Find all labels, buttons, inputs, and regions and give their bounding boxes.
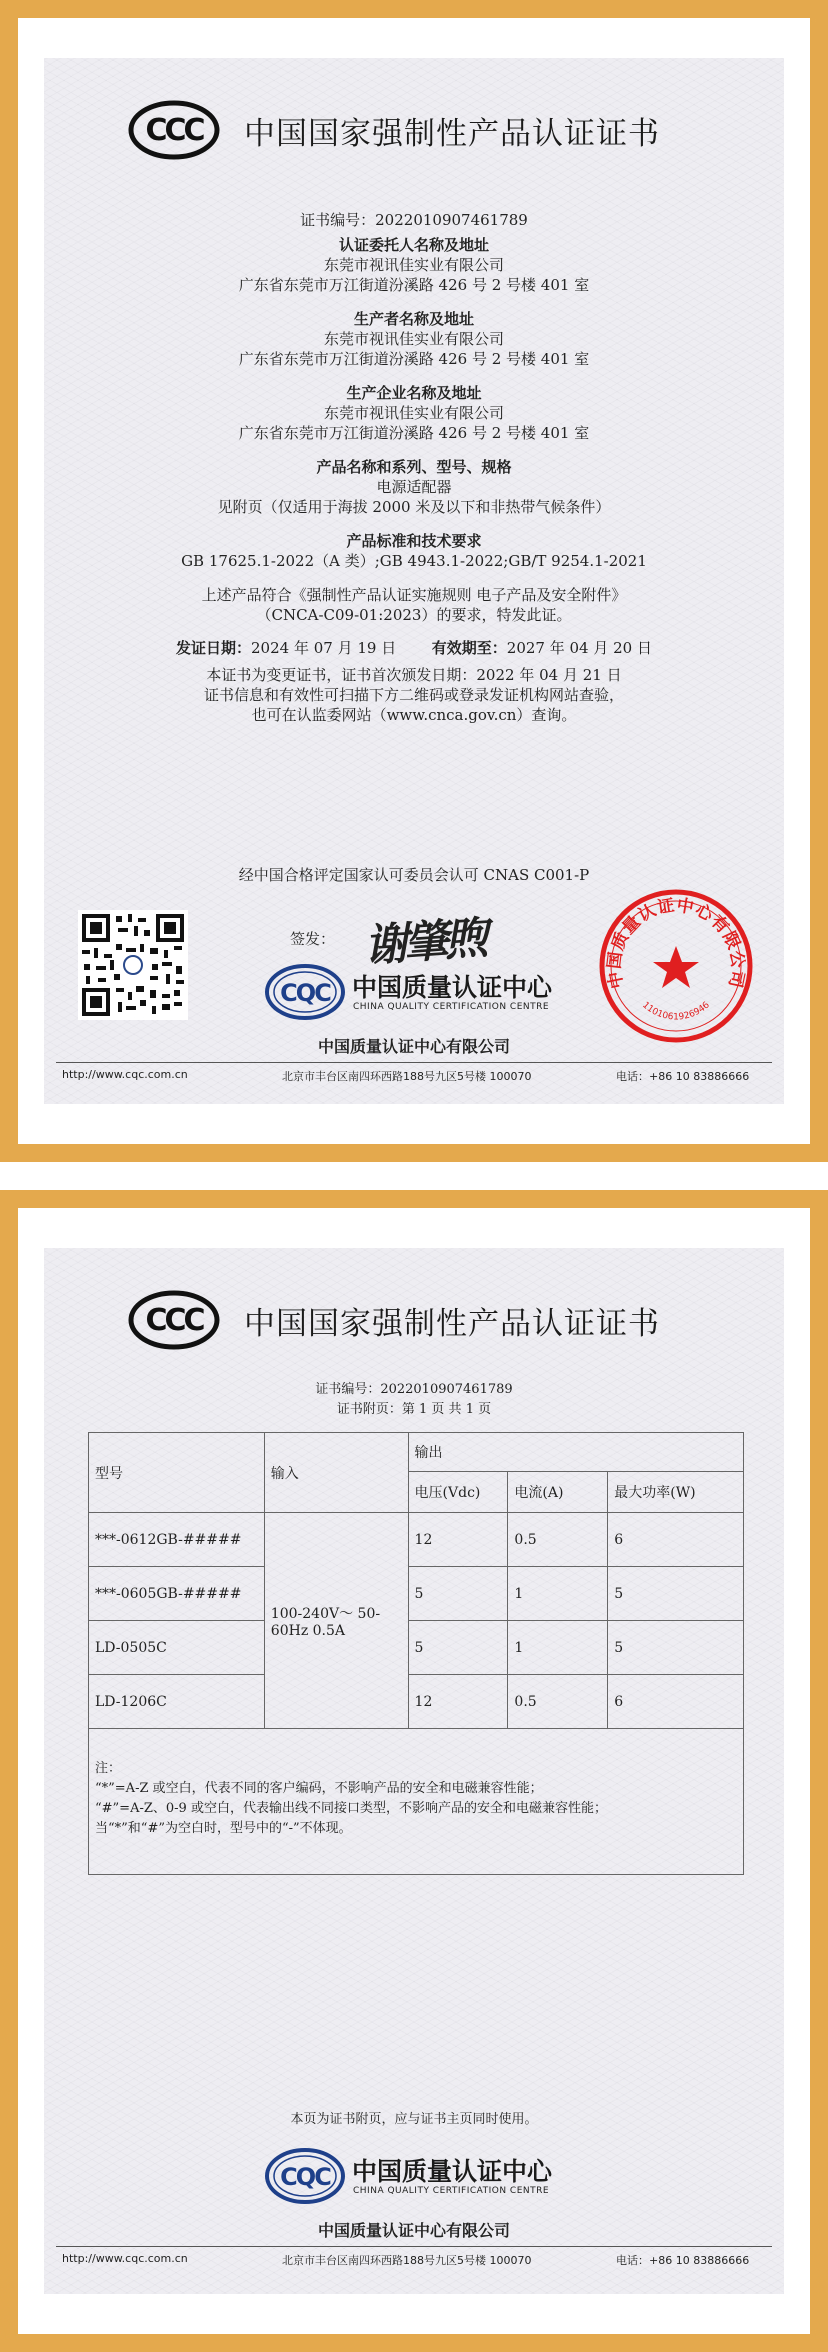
current-cell: 0.5 bbox=[508, 1513, 608, 1567]
header-power: 最大功率(W) bbox=[608, 1472, 744, 1513]
power-cell: 6 bbox=[608, 1513, 744, 1567]
cqc-name-en: CHINA QUALITY CERTIFICATION CENTRE bbox=[353, 1002, 550, 1012]
svg-text:CCC: CCC bbox=[145, 113, 203, 148]
table-row bbox=[89, 1513, 744, 1567]
voltage-cell: 12 bbox=[408, 1675, 508, 1729]
standards-list: GB 17625.1-2022（A 类）;GB 4943.1-2022;GB/T 9254.1-2021 bbox=[181, 552, 647, 570]
certificate-title: 中国国家强制性产品认证证书 bbox=[244, 116, 660, 152]
certificate-page-2 bbox=[0, 1190, 828, 2352]
product-note: 见附页（仅适用于海拔 2000 米及以下和非热带气候条件） bbox=[217, 498, 611, 516]
conformity-line-2: （CNCA-C09-01:2023）的要求，特发此证。 bbox=[256, 606, 572, 624]
cert-number: 证书编号：2022010907461789 bbox=[300, 211, 528, 229]
cqc-logo-icon bbox=[264, 962, 346, 1022]
current-cell: 1 bbox=[508, 1621, 608, 1675]
header-voltage: 电压(Vdc) bbox=[408, 1472, 508, 1513]
note-line-1: “*”=A-Z 或空白，代表不同的客户编码，不影响产品的安全和电磁兼容性能； bbox=[95, 1781, 543, 1796]
product-name: 电源适配器 bbox=[376, 478, 452, 496]
cqc-name-cn: 中国质量认证中心 bbox=[352, 2157, 553, 2186]
table-row bbox=[89, 1567, 744, 1621]
note-line-2: “#”=A-Z、0-9 或空白，代表输出线不同接口类型，不影响产品的安全和电磁兼容性能； bbox=[95, 1801, 607, 1816]
header-current: 电流(A) bbox=[508, 1472, 608, 1513]
applicant-heading: 认证委托人名称及地址 bbox=[338, 236, 489, 254]
phone: 电话：+86 10 83886666 bbox=[616, 1070, 750, 1083]
table-row bbox=[89, 1675, 744, 1729]
certificate-paper bbox=[44, 58, 784, 1104]
qr-code-icon bbox=[78, 910, 188, 1020]
power-cell: 5 bbox=[608, 1621, 744, 1675]
current-cell: 0.5 bbox=[508, 1675, 608, 1729]
ccc-mark-icon bbox=[128, 1290, 220, 1350]
dates-line bbox=[44, 639, 784, 658]
input-cell: 100-240V～ 50-60Hz 0.5A bbox=[264, 1513, 408, 1729]
cqc-name-en: CHINA QUALITY CERTIFICATION CENTRE bbox=[353, 2186, 550, 2196]
model-cell: ***-0612GB-##### bbox=[89, 1513, 265, 1567]
address: 北京市丰台区南四环西路188号九区5号楼 100070 bbox=[282, 2254, 532, 2267]
website: http://www.cqc.com.cn bbox=[62, 1068, 188, 1081]
signature-label: 签发： bbox=[290, 930, 336, 948]
model-cell: ***-0605GB-##### bbox=[89, 1567, 265, 1621]
applicant-name: 东莞市视讯佳实业有限公司 bbox=[323, 256, 504, 274]
standard-heading: 产品标准和技术要求 bbox=[346, 532, 482, 550]
header-output: 输出 bbox=[408, 1433, 743, 1472]
signature: 谢肇煦 bbox=[362, 912, 486, 973]
power-cell: 5 bbox=[608, 1567, 744, 1621]
applicant-address: 广东省东莞市万江街道汾溪路 426 号 2 号楼 401 室 bbox=[238, 276, 590, 294]
header-model: 型号 bbox=[89, 1433, 265, 1513]
table-notes bbox=[89, 1729, 744, 1875]
cqc-logo-icon bbox=[264, 2146, 346, 2206]
factory-heading: 生产企业名称及地址 bbox=[346, 384, 482, 402]
footer-divider bbox=[56, 1062, 772, 1063]
certificate-page-1 bbox=[0, 0, 828, 1162]
footer-divider bbox=[56, 2246, 772, 2247]
certificate-title: 中国国家强制性产品认证证书 bbox=[244, 1306, 660, 1342]
manufacturer-name: 东莞市视讯佳实业有限公司 bbox=[323, 330, 504, 348]
seal-code: 1101061926946 bbox=[640, 1000, 712, 1023]
note-title: 注： bbox=[95, 1761, 122, 1776]
voltage-cell: 5 bbox=[408, 1567, 508, 1621]
address: 北京市丰台区南四环西路188号九区5号楼 100070 bbox=[282, 1070, 532, 1083]
factory-name: 东莞市视讯佳实业有限公司 bbox=[323, 404, 504, 422]
valid-date: 2027 年 04 月 20 日 bbox=[506, 639, 652, 657]
certificate-paper bbox=[44, 1248, 784, 2294]
svg-text:1101061926946 bbox=[640, 1000, 712, 1022]
current-cell: 1 bbox=[508, 1567, 608, 1621]
attachment-page: 证书附页：第 1 页 共 1 页 bbox=[336, 1402, 492, 1417]
power-cell: 6 bbox=[608, 1675, 744, 1729]
valid-date-label: 有效期至： bbox=[431, 639, 507, 657]
cert-number: 证书编号：2022010907461789 bbox=[315, 1382, 513, 1397]
accreditation-line: 经中国合格评定国家认可委员会认可 CNAS C001-P bbox=[238, 866, 590, 884]
manufacturer-address: 广东省东莞市万江街道汾溪路 426 号 2 号楼 401 室 bbox=[238, 350, 590, 368]
org-name: 中国质量认证中心有限公司 bbox=[317, 2221, 510, 2240]
issue-date-label: 发证日期： bbox=[176, 639, 252, 657]
attachment-note: 本页为证书附页，应与证书主页同时使用。 bbox=[290, 2112, 538, 2127]
change-note: 本证书为变更证书，证书首次颁发日期：2022 年 04 月 21 日 bbox=[206, 666, 622, 684]
cnca-note: 也可在认监委网站（www.cnca.gov.cn）查询。 bbox=[251, 706, 577, 724]
ccc-mark-icon bbox=[128, 100, 220, 160]
factory-address: 广东省东莞市万江街道汾溪路 426 号 2 号楼 401 室 bbox=[238, 424, 590, 442]
issue-date: 2024 年 07 月 19 日 bbox=[251, 639, 397, 657]
note-line-3: 当“*”和“#”为空白时，型号中的“-”不体现。 bbox=[95, 1821, 352, 1836]
voltage-cell: 5 bbox=[408, 1621, 508, 1675]
verify-note: 证书信息和有效性可扫描下方二维码或登录发证机构网站查验， bbox=[203, 686, 624, 704]
svg-text:CQC: CQC bbox=[280, 979, 330, 1007]
product-heading: 产品名称和系列、型号、规格 bbox=[316, 458, 512, 476]
header-input: 输入 bbox=[264, 1433, 408, 1513]
model-cell: LD-0505C bbox=[89, 1621, 265, 1675]
conformity-line-1: 上述产品符合《强制性产品认证实施规则 电子产品及安全附件》 bbox=[201, 586, 627, 604]
phone: 电话：+86 10 83886666 bbox=[616, 2254, 750, 2267]
model-spec-table bbox=[88, 1432, 744, 1875]
model-cell: LD-1206C bbox=[89, 1675, 265, 1729]
cqc-name-cn: 中国质量认证中心 bbox=[352, 973, 553, 1002]
voltage-cell: 12 bbox=[408, 1513, 508, 1567]
table-row bbox=[89, 1621, 744, 1675]
website: http://www.cqc.com.cn bbox=[62, 2252, 188, 2265]
svg-text:CQC: CQC bbox=[280, 2163, 330, 2191]
org-name: 中国质量认证中心有限公司 bbox=[317, 1037, 510, 1056]
manufacturer-heading: 生产者名称及地址 bbox=[353, 310, 474, 328]
svg-text:CCC: CCC bbox=[145, 1303, 203, 1338]
seal-text: 中国质量认证中心有限公司 bbox=[604, 895, 748, 991]
red-seal-icon bbox=[596, 886, 756, 1046]
